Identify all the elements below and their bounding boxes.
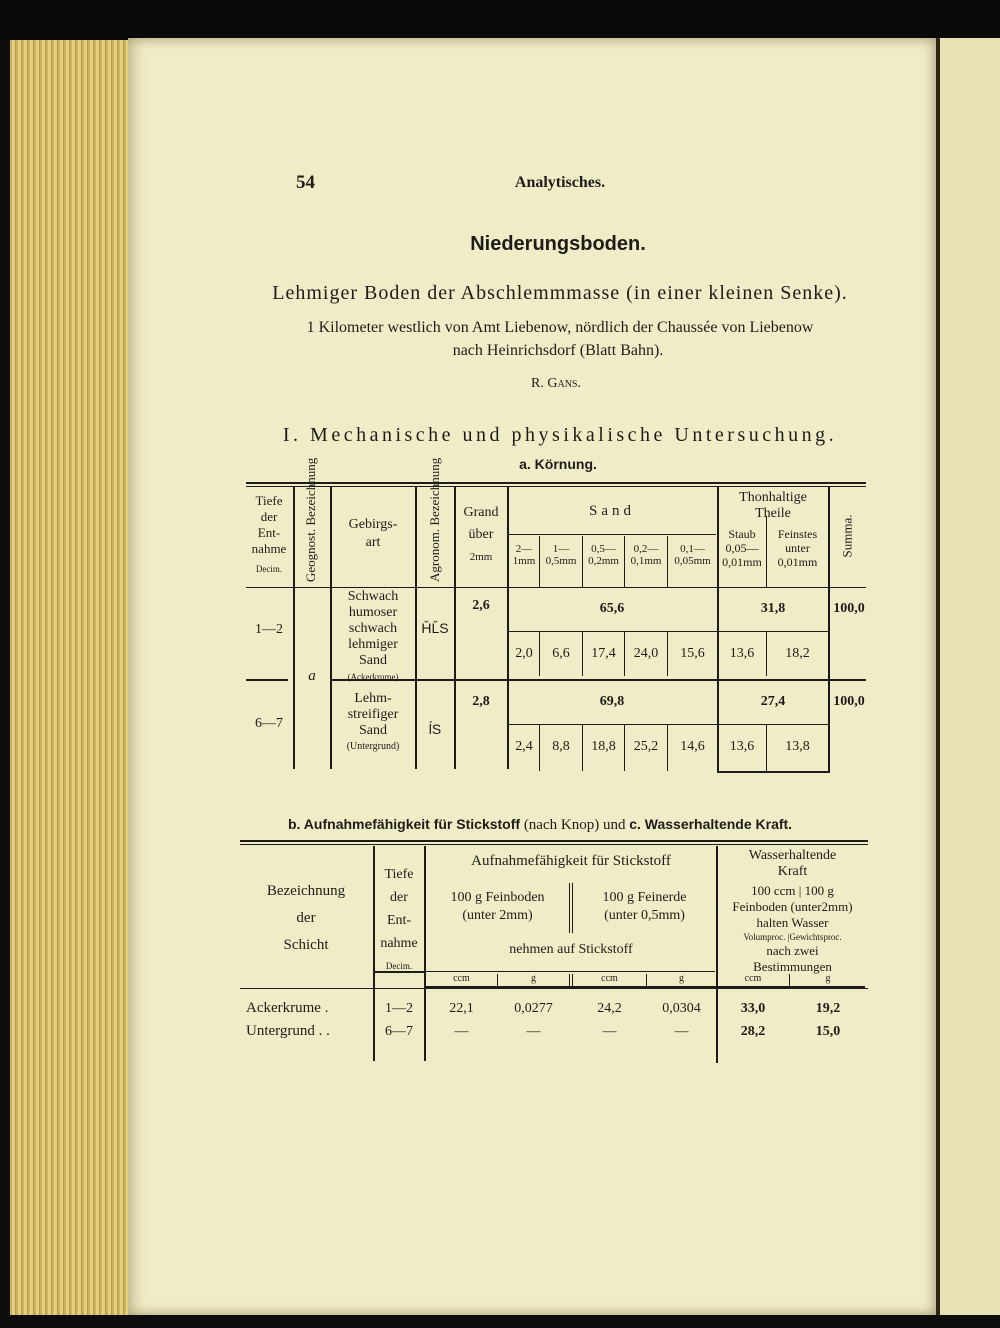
row1-thon-2: 18,2 bbox=[785, 646, 810, 661]
heading-b-c: b. Aufnahmefähigkeit für Stickstoff (nach Knop) und c. Wasserhaltende Kraft. bbox=[288, 816, 793, 833]
author: R. Gans. bbox=[531, 376, 581, 391]
row2-v3: — bbox=[602, 1024, 617, 1039]
sand-sub-5: 0,1—0,05mm bbox=[674, 543, 711, 567]
header-aufnahme: Aufnahmefähigkeit für Stickstoff bbox=[471, 853, 671, 869]
row2-w2: 15,0 bbox=[815, 1024, 841, 1039]
row2-thon-2: 13,8 bbox=[785, 739, 810, 754]
row2-sand-5: 14,6 bbox=[680, 739, 705, 754]
header-tiefe: Tiefe der Ent- nahme Decim. bbox=[251, 493, 287, 574]
row1-v1: 22,1 bbox=[449, 1001, 474, 1016]
row2-v1: — bbox=[454, 1024, 469, 1039]
book-page-edges bbox=[10, 40, 130, 1315]
sand-sub-4: 0,2—0,1mm bbox=[630, 543, 662, 567]
row1-bezeichnung: Ackerkrume . bbox=[246, 1000, 329, 1016]
wasser-sub: 100 ccm | 100 g Feinboden (unter2mm) halten Wasser Volumproc. |Gewichtsproc. nach zwei Bestimmungen bbox=[732, 883, 853, 974]
aufn-note: nehmen auf Stickstoff bbox=[509, 942, 633, 957]
header-grand: Grand über 2mm bbox=[463, 505, 499, 563]
row1-thon-1: 13,6 bbox=[729, 646, 755, 661]
row1-sand-3: 17,4 bbox=[591, 646, 616, 661]
running-title: Analytisches. bbox=[514, 174, 606, 191]
part-heading: I. Mechanische und physikalische Untersuchung. bbox=[282, 424, 838, 446]
unit-ccm-w: ccm bbox=[744, 973, 762, 984]
row2-sand-total: 69,8 bbox=[599, 694, 625, 709]
location-line-1: 1 Kilometer westlich von Amt Liebenow, nördlich der Chaussée von Liebenow bbox=[306, 319, 814, 336]
book-page bbox=[128, 38, 936, 1315]
thon-sub-staub: Staub 0,05— 0,01mm bbox=[722, 527, 762, 569]
row1-w2: 19,2 bbox=[815, 1001, 841, 1016]
unit-ccm-2: ccm bbox=[601, 973, 618, 984]
sand-sub-2: 1—0,5mm bbox=[545, 543, 577, 567]
row1-gebirgsart: Schwach humoser schwach lehmiger Sand (Ackerkrume) bbox=[347, 589, 399, 682]
row2-w1: 28,2 bbox=[740, 1024, 766, 1039]
geognost-value: a bbox=[308, 668, 316, 684]
row2-v2: — bbox=[526, 1024, 541, 1039]
section-title: Niederungsboden. bbox=[470, 233, 646, 255]
header-tiefe-b: Tiefe der Ent- nahme Decim. bbox=[380, 867, 418, 971]
row2-tiefe: 6—7 bbox=[255, 716, 283, 731]
header-wasser: Wasserhaltende Kraft bbox=[748, 848, 837, 879]
row2-v4: — bbox=[674, 1024, 689, 1039]
header-gebirgsart: Gebirgs- art bbox=[348, 517, 398, 550]
row2-agronom: ĺS bbox=[428, 721, 442, 737]
row1-sand-2: 6,6 bbox=[552, 646, 570, 661]
row2-gebirgsart: Lehm- streifiger Sand (Untergrund) bbox=[346, 691, 400, 752]
unit-ccm-1: ccm bbox=[453, 973, 470, 984]
aufn-feinboden: 100 g Feinboden (unter 2mm) bbox=[450, 890, 545, 923]
row2-tiefe-b: 6—7 bbox=[385, 1024, 413, 1039]
row2-thon-total: 27,4 bbox=[760, 694, 786, 709]
row1-tiefe: 1—2 bbox=[255, 622, 283, 637]
page-number: 54 bbox=[296, 172, 315, 193]
facing-page bbox=[940, 38, 1000, 1315]
row1-sand-4: 24,0 bbox=[633, 646, 659, 661]
sand-sub-1: 2—1mm bbox=[512, 543, 536, 567]
unit-g-2: g bbox=[679, 973, 684, 984]
row2-grand: 2,8 bbox=[472, 694, 490, 709]
aufn-feinerde: 100 g Feinerde (unter 0,5mm) bbox=[602, 890, 687, 923]
scan-background bbox=[0, 0, 1000, 40]
header-geognost: Geognost. Bezeichnung bbox=[303, 457, 318, 582]
row1-thon-total: 31,8 bbox=[760, 601, 786, 616]
header-bezeichnung: Bezeichnung der Schicht bbox=[266, 883, 346, 953]
header-thon: Thonhaltige Theile bbox=[739, 490, 807, 521]
header-summa: Summa. bbox=[839, 514, 855, 558]
row2-bezeichnung: Untergrund . . bbox=[246, 1023, 330, 1039]
unit-g-1: g bbox=[531, 973, 536, 984]
row1-agronom: H̆L̆S bbox=[421, 620, 449, 636]
row2-sand-1: 2,4 bbox=[515, 739, 533, 754]
row1-sand-1: 2,0 bbox=[515, 646, 533, 661]
location-line-2: nach Heinrichsdorf (Blatt Bahn). bbox=[452, 342, 664, 359]
row1-summa: 100,0 bbox=[833, 601, 865, 616]
row1-v3: 24,2 bbox=[597, 1001, 622, 1016]
row1-v2: 0,0277 bbox=[514, 1001, 553, 1016]
sub-heading-a: a. Körnung. bbox=[519, 456, 597, 472]
section-subtitle: Lehmiger Boden der Abschlemmmasse (in einer kleinen Senke). bbox=[272, 282, 848, 304]
row1-w1: 33,0 bbox=[740, 1001, 766, 1016]
row1-tiefe-b: 1—2 bbox=[385, 1001, 413, 1016]
header-sand: Sand bbox=[589, 503, 635, 519]
row2-thon-1: 13,6 bbox=[729, 739, 755, 754]
row2-summa: 100,0 bbox=[833, 694, 865, 709]
sand-sub-3: 0,5—0,2mm bbox=[588, 543, 619, 567]
row2-sand-2: 8,8 bbox=[552, 739, 570, 754]
header-agronom: Agronom. Bezeichnung bbox=[427, 457, 442, 582]
row1-sand-total: 65,6 bbox=[599, 601, 625, 616]
row2-sand-3: 18,8 bbox=[591, 739, 616, 754]
unit-g-w: g bbox=[825, 973, 831, 984]
row1-v4: 0,0304 bbox=[662, 1001, 701, 1016]
thon-sub-feinstes: Feinstes unter 0,01mm bbox=[777, 527, 818, 569]
row1-sand-5: 15,6 bbox=[680, 646, 705, 661]
row1-grand: 2,6 bbox=[472, 598, 490, 613]
row2-sand-4: 25,2 bbox=[633, 739, 659, 754]
